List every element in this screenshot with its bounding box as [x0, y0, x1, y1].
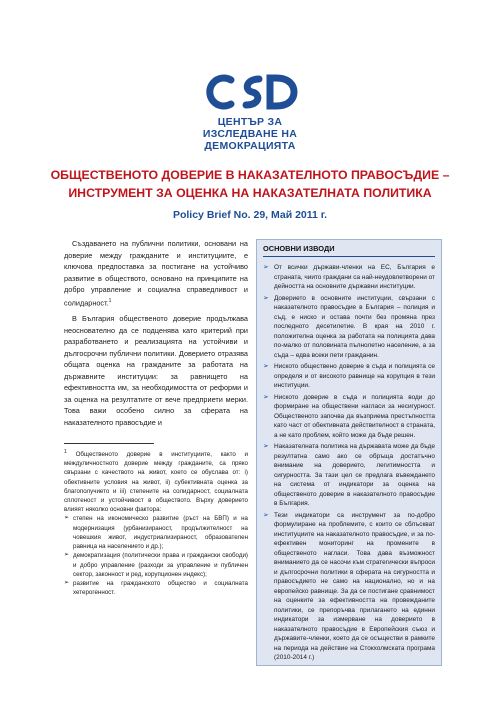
org-line: ЦЕНТЪР ЗА: [217, 116, 283, 128]
footnote-ref: 1: [108, 297, 112, 304]
key-finding-item: ➢ Доверието в основните институции, свързани с наказателното правосъдие в България – полиция и съд, е ниско и остава почти без промяна през последното десетилетие. В края на 2010 г. положителна оценка за работата на полицията дава по-малко от половината пълнолетно население, а за съда – едва всеки пети гражданин.: [263, 294, 435, 361]
paragraph-text: Създаването на публични политики, основани на доверие между гражданите и институциите, е ключова предпоставка за постигане на устойчиво развитие в обществото, основано на принципите на добро управление и социална справедливост и солидарност.: [64, 239, 248, 307]
key-finding-item: ➢ Тези индикатори са инструмент за по-добро формулиране на проблемите, с които се сблъскват институциите на наказателното правосъдие, и за по-ефективен мониторинг на промените в общественото нагласи. Това дава възможност вниманието да се насочи към стратегически въпроси и дългосрочни политики в сферата на сигурността и правосъдието не само на национално, но и на европейско равнище. За да се постигане сравнимост на оценките за ефективността на провежданите политики, се препоръчва прилагането на единни индикатори за измерване на доверието в наказателното правосъдие в Европейския съюз и държавите-членки, което да се осъществи в рамките на периода на действие на Стокхолмската програма (2010-2014 г.): [263, 511, 435, 663]
key-findings-heading: ОСНОВНИ ИЗВОДИ: [263, 244, 435, 257]
footnote: [64, 448, 248, 597]
main-body: [64, 238, 248, 433]
key-finding-item: ➢ Ниското обществено доверие в съда и полицията се определя и от високото равнище на корупция в тези институции.: [263, 362, 435, 391]
title-line: ОБЩЕСТВЕНОТО ДОВЕРИЕ В НАКАЗАТЕЛНОТО ПРАВОСЪДИЕ –: [50, 168, 450, 182]
key-finding-item: ➢ От всички държави-членки на ЕС, България е страната, чиито граждани са най-неудовлетворени от дейността на основните държавни институции.: [263, 263, 435, 292]
org-line: ДЕМОКРАЦИЯТА: [204, 140, 296, 152]
body-paragraph: [64, 238, 248, 308]
footnote-item: ➢ степен на икономическо развитие (ръст на БВП) и на модернизация (урбанизираност, продължителност на човешкия живот, индустриализираност, образователен равница на населението и др.);: [64, 514, 248, 551]
footnote-item: ➢ развитие на гражданското общество и социалната хетерогенност.: [64, 579, 248, 597]
footnote-divider: [64, 443, 154, 444]
footnote-item: ➢ демократизация (политически права и граждански свободи) и добро управление (разходи за управление и публичен сектор, законност и ред, корупционен индекс);: [64, 551, 248, 579]
org-line: ИЗСЛЕДВАНЕ НА: [202, 128, 298, 140]
footnote-body: Общественото доверие в институциите, както и междуличностното доверие между гражданите, са пряко свързани с качеството на живот, което се обуслава от: i) обективните условия на живот, ii) субективната оценка за благополучието и iii) степените на солидарност, социалната сплотеност и устойчивост в обществото. Върху доверието влияят няколко основни фактора:: [64, 451, 248, 514]
footnote-list: [64, 514, 248, 597]
policy-brief-subtitle: Policy Brief No. 29, Май 2011 г.: [172, 209, 328, 221]
footnote-mark: 1: [64, 449, 67, 455]
title-line: ИНСТРУМЕНТ ЗА ОЦЕНКА НА НАКАЗАТЕЛНАТА ПОЛИТИКА: [68, 186, 432, 200]
key-findings-list: [263, 263, 435, 663]
key-findings-box: [256, 239, 442, 666]
csd-logo: [204, 70, 300, 114]
key-finding-item: ➢ Ниското доверие в съда и полицията води до формиране на обществени нагласи за несигурност. Общественото започва да възприема престъпността като част от обективната действителност в страната, а не като проблем, който може да бъде решен.: [263, 393, 435, 441]
footnote-text: [64, 448, 248, 514]
document-title: [40, 166, 460, 202]
key-finding-item: ➢ Наказателната политика на държавата може да бъде резултатна само ако се обръща достатъчно внимание на доверието, легитимността и сигурността. За тази цел се предлага въвеждането на система от индикатори за оценка на общественото доверие в наказателното правосъдие в България.: [263, 442, 435, 509]
organization-name: [150, 116, 350, 152]
body-paragraph: В България общественото доверие продължава неоснователно да се подценява като критерий при разработването и реализацията на устойчиви и дългосрочни публични политики. Доверието отразява общата оценка на гражданите за работата на държавните институции: за равнището на ефективността им, за необходимостта от реформи и за оценка на резултатите от вече предприети мерки. Това важи особено силно за сферата на наказателното правосъдие и: [64, 314, 248, 427]
